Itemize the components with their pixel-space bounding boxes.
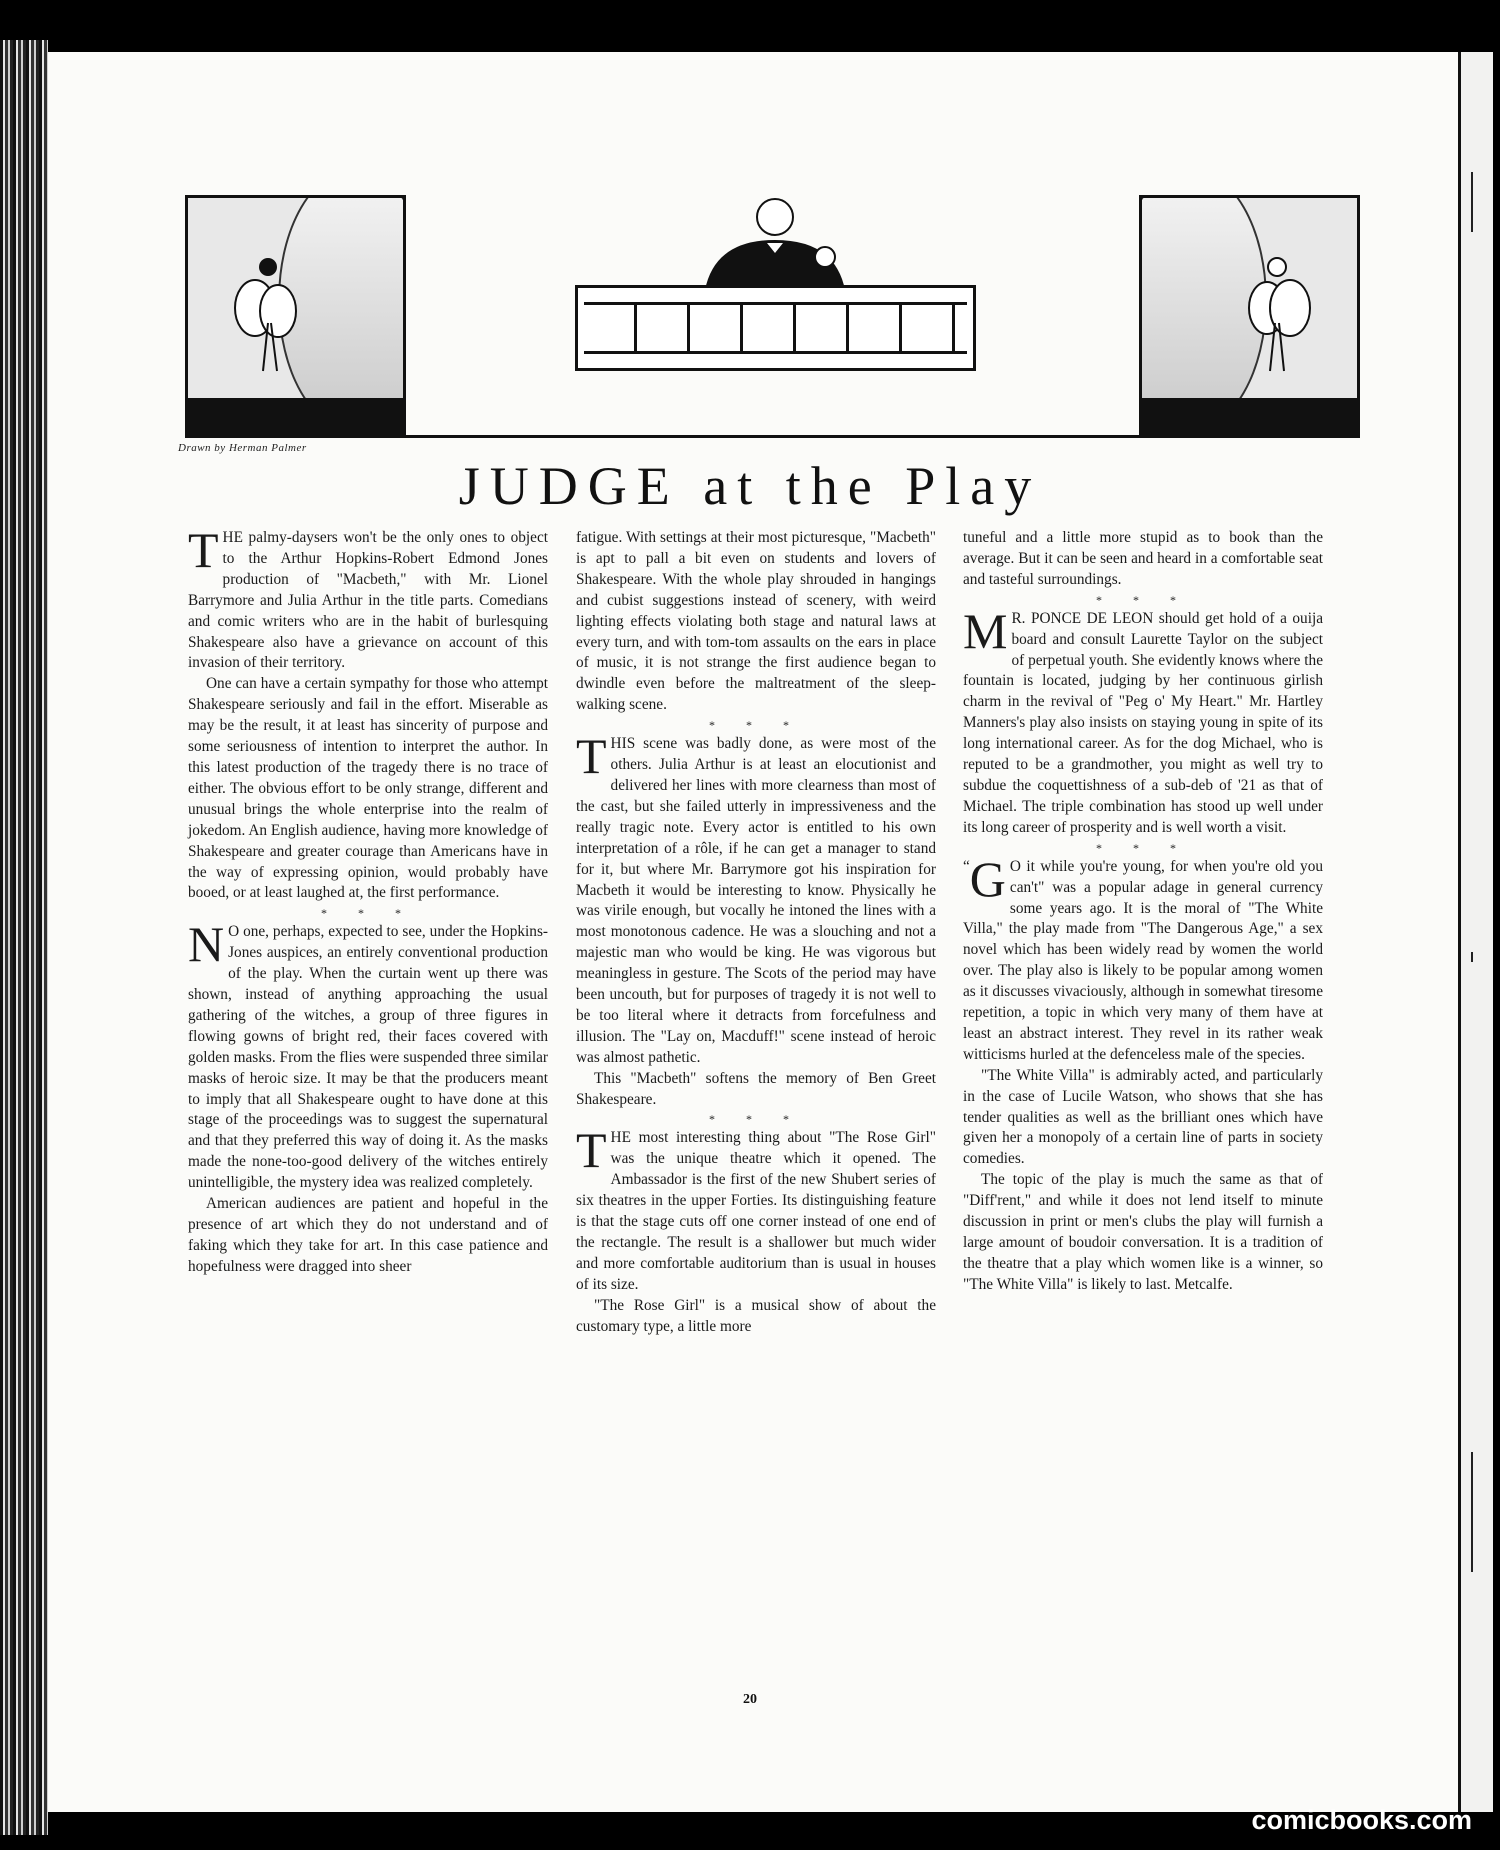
theatre-box xyxy=(575,285,976,371)
paragraph-text: "The White Villa" is admirably acted, and particularly in the case of Lucile Watson, who shows that she has tender qualities as well as the brilliant ones which have given her a monopoly of a certain line of parts in society comedies. xyxy=(963,1066,1323,1168)
dancer-figure-right xyxy=(1242,253,1312,373)
left-dancer-panel xyxy=(185,195,406,438)
paragraph-text: HIS scene was badly done, as were most of the others. Julia Arthur is at least an elocutionist and delivered her lines with more clearness than most of the cast, but she failed utterly in impressiveness and the really tragic note. Every actor is entitled to his own interpretation of a rôle, if he can get a manager to stand for it, but where Mr. Barrymore got his inspiration for Macbeth it would be interesting to know. Physically he was virile enough, but vocally he intoned the lines with a most monotonous cadence. He was a slouching and not a majestic man who would be king. He was vigorous but meaningless in gesture. The Scots of the period may have been uncouth, but for purposes of tragedy it is not well to be too literal where it detracts from forcefulness and illusion. The "Lay on, Macduff!" scene instead of heroic was almost pathetic. xyxy=(576,735,936,1066)
page-number: 20 xyxy=(743,1692,757,1707)
article-paragraph xyxy=(188,522,548,674)
section-separator: * * * xyxy=(1096,592,1190,607)
drop-cap: M xyxy=(963,602,1008,659)
article-paragraph xyxy=(576,1122,936,1295)
article-paragraph xyxy=(963,850,1323,1066)
section-separator: * * * xyxy=(709,718,803,733)
article-paragraph xyxy=(963,1066,1323,1171)
paragraph-text: tuneful and a little more stupid as to book than the average. But it can be seen and heard in a comfortable seat and tasteful surroundings. xyxy=(963,529,1323,588)
paragraph-text: O it while you're young, for when you're old you can't" was a popular adage in general currency some years ago. It is the moral of "The White Villa," the play made from "The Dangerous Age," a sex novel which has been widely read by women the world over. The play also is likely to be popular among women as it discusses vivaciously, although in somewhat tiresome repetition, a topic in which very many of them have at least an abstract interest. They revel in its rather weak witticisms hurled at the defenceless male of the species. xyxy=(963,857,1323,1063)
section-separator: * * * xyxy=(1096,840,1190,855)
opening-quote: “ xyxy=(963,857,970,875)
drop-cap: T xyxy=(576,728,607,785)
paragraph-text: This "Macbeth" softens the memory of Ben Greet Shakespeare. xyxy=(576,1069,936,1108)
right-dancer-panel xyxy=(1139,195,1360,438)
drop-cap: T xyxy=(188,522,219,578)
book-binding xyxy=(0,40,48,1835)
next-page-edge xyxy=(1458,52,1493,1812)
column-3 xyxy=(963,528,1323,1296)
article-paragraph xyxy=(963,602,1323,839)
drop-cap: G xyxy=(969,850,1006,907)
drop-cap: N xyxy=(188,916,225,973)
article-paragraph xyxy=(576,1069,936,1111)
paragraph-text: "The Rose Girl" is a musical show of about the customary type, a little more xyxy=(576,1296,936,1335)
article-paragraph xyxy=(188,916,548,1194)
article-paragraph xyxy=(188,1194,548,1278)
paragraph-text: HE most interesting thing about "The Rose Girl" was the unique theatre which it opened. The Ambassador is the first of the new Shubert series of six theatres in the upper Forties. Its distinguishing feature is that the stage cuts off one corner instead of one end of the rectangle. The result is a shallower but much wider and more comfortable auditorium than is usual in houses of its size. xyxy=(576,1129,936,1293)
paragraph-text: American audiences are patient and hopeful in the presence of art which they do not understand and of faking which they take for art. In this case patience and hopefulness were dragged into sheer xyxy=(188,1195,548,1275)
section-separator: * * * xyxy=(709,1112,803,1127)
paragraph-text: HE palmy-daysers won't be the only ones to object to the Arthur Hopkins-Robert Edmond Jones production of "Macbeth," with Mr. Lionel Barrymore and Julia Arthur in the title parts. Comedians and comic writers who are in the habit of burlesquing Shakespeare also have a grievance on account of this invasion of their territory. xyxy=(188,529,548,672)
section-separator: * * * xyxy=(321,906,415,921)
column-2 xyxy=(576,528,936,1338)
paragraph-text: One can have a certain sympathy for those who attempt Shakespeare seriously and fail in the effort. Miserable as may be the result, it at least has sincerity of purpose and some seriousness of intention to interpret the author. In this latest production of the tragedy there is no trace of either. The obvious effort to be only strange, different and unusual brings the whole enterprise into the realm of jokedom. An English audience, having more knowledge of Shakespeare and greater courage than Americans have in the way of expressing opinion, would probably have booed, or at least laughed at, the first performance. xyxy=(188,675,548,902)
paragraph-text: O one, perhaps, expected to see, under the Hopkins-Jones auspices, an entirely conventional production of the play. When the curtain went up there was shown, instead of anything approaching the usual gathering of the witches, a group of three figures in flowing gowns of bright red, their faces covered with golden masks. From the flies were suspended three similar masks of heroic size. It may be that the producers meant to imply that all Shakespeare ought to have done at this stage of the proceedings was to suggest the supernatural and that they preferred this way of doing it. As the masks made the none-too-good delivery of the witches entirely unintelligible, the mystery idea was realized completely. xyxy=(188,923,548,1192)
spectator-figure xyxy=(685,195,865,290)
header-illustration xyxy=(185,195,1360,438)
article-paragraph xyxy=(963,1170,1323,1295)
column-1 xyxy=(188,522,548,1278)
article-paragraph xyxy=(576,528,936,716)
article-title: JUDGE at the Play xyxy=(458,456,1042,516)
source-watermark: comicbooks.com xyxy=(1251,1805,1472,1835)
paragraph-text: The topic of the play is much the same as that of "Diff'rent," and while it does not lend itself to minute discussion in print or men's clubs the play will furnish a large amount of boudoir conversation. It is a tradition of the theatre that a play which women like is a winner, so "The White Villa" is likely to last. Metcalfe. xyxy=(963,1171,1323,1293)
article-paragraph xyxy=(576,728,936,1069)
article-paragraph xyxy=(188,674,548,904)
dancer-figure-left xyxy=(233,253,303,373)
paragraph-text: R. PONCE DE LEON should get hold of a ouija board and consult Laurette Taylor on the subject of perpetual youth. She evidently knows where the fountain is located, judging by her continuous girlish charm in the revival of "Peg o' My Heart." Mr. Hartley Manners's play also insists on staying young in spite of its long international career. As for the dog Michael, who is reputed to be a grandmother, you might as well try to subdue the coquettishness of a sub-deb of '21 as that of Michael. The triple combination has stood up well under its long career of prosperity and is well worth a visit. xyxy=(963,609,1323,836)
illustration-credit: Drawn by Herman Palmer xyxy=(178,442,307,454)
drop-cap: T xyxy=(576,1122,607,1179)
article-paragraph xyxy=(963,528,1323,591)
paragraph-text: fatigue. With settings at their most picturesque, "Macbeth" is apt to pall a bit even on students and lovers of Shakespeare. With the whole play shrouded in hangings and cubist suggestions instead of scenery, with weird lighting effects violating both stage and natural laws at every turn, and with tom-tom assaults on the ears in place of music, it is not strange the first audience began to dwindle even before the maltreatment of the sleep-walking scene. xyxy=(576,529,936,714)
article-paragraph xyxy=(576,1296,936,1338)
